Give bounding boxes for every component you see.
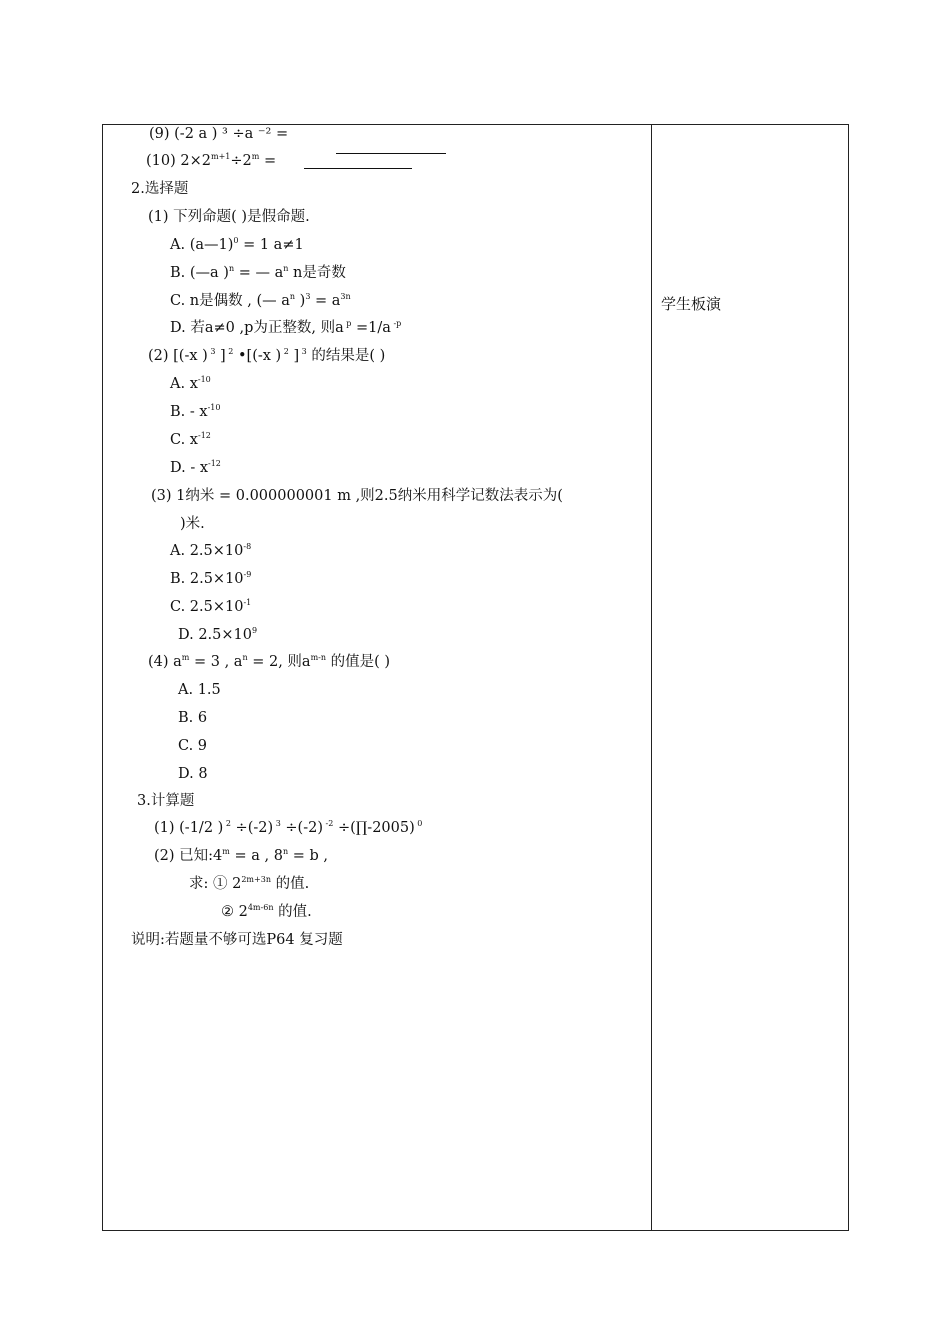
section-heading-choice: 2.选择题 — [131, 181, 189, 197]
choice-2-option-c: C. $x^{-12}$ — [170, 431, 211, 448]
choice-1-option-d: D. 若a≠0 ,p为正整数, 则a $^p$ =1/a $^{-p}$ — [170, 319, 402, 336]
choice-question-3-cont: )米. — [180, 516, 205, 532]
question-10: (10) $2\times 2^{m+1}\div 2^m$ = — [146, 152, 277, 169]
choice-1-option-c: C. n是偶数 , (— $a^n$ )$^3 = a^{3n}$ — [170, 292, 351, 309]
choice-3-option-a: A. $2.5\times 10^{-8}$ — [170, 542, 252, 559]
choice-2-option-b: B. - $x^{-10}$ — [170, 403, 221, 420]
calc-question-2: (2) 已知$:4^m = a$ , $8^n = b$ , — [154, 847, 328, 864]
choice-question-2: (2) [(-x ) $^3$ ] $^2$ •[(-x ) $^2$ ] $^3$ 的结果是( ) — [148, 347, 386, 364]
choice-4-option-d: D. 8 — [178, 766, 208, 782]
column-divider — [651, 124, 652, 1230]
table-frame — [102, 124, 849, 1231]
calc-question-2-part-2: ② $2^{4m-6n}$ 的值. — [221, 903, 312, 920]
choice-4-option-b: B. 6 — [178, 710, 208, 726]
choice-1-option-b: B. (—a )$^n$ = — $a^n$ n是奇数 — [170, 264, 346, 281]
note-text: 说明:若题量不够可选P64 复习题 — [131, 932, 343, 948]
choice-3-option-d: D. $2.5\times 10^9$ — [178, 626, 258, 643]
choice-question-4: (4) $a^m = 3$ , $a^n = 2$, 则$a^{m-n}$ 的值是( ) — [148, 653, 391, 670]
choice-4-option-a: A. 1.5 — [178, 682, 221, 698]
answer-blank-10 — [304, 168, 412, 169]
choice-1-option-a: A. (a—1)$^0$ = 1 a≠1 — [170, 236, 304, 253]
side-column-label: 学生板演 — [661, 295, 722, 313]
section-heading-calc: 3.计算题 — [137, 793, 195, 809]
choice-question-3: (3) 1纳米 = 0.000000001 m ,则2.5纳米用科学记数法表示为( — [151, 488, 563, 504]
calc-question-2-part-1: 求: ① $2^{2m+3n}$ 的值. — [189, 875, 310, 892]
question-9: (9) (-2 a ) ³ ÷a ⁻² = — [149, 126, 289, 142]
calc-question-1: (1) (-1/2 ) $^2$ ÷(-2) $^3$ ÷(-2) $^{-2}$ ÷(∏-2005) $^0$ — [154, 819, 423, 836]
answer-blank-9 — [336, 153, 446, 154]
choice-3-option-c: C. $2.5\times 10^{-1}$ — [170, 598, 252, 615]
choice-4-option-c: C. 9 — [178, 738, 208, 754]
choice-question-1: (1) 下列命题( )是假命题. — [148, 209, 310, 225]
choice-2-option-d: D. - $x^{-12}$ — [170, 459, 221, 476]
choice-2-option-a: A. $x^{-10}$ — [170, 375, 211, 392]
choice-3-option-b: B. $2.5\times 10^{-9}$ — [170, 570, 252, 587]
